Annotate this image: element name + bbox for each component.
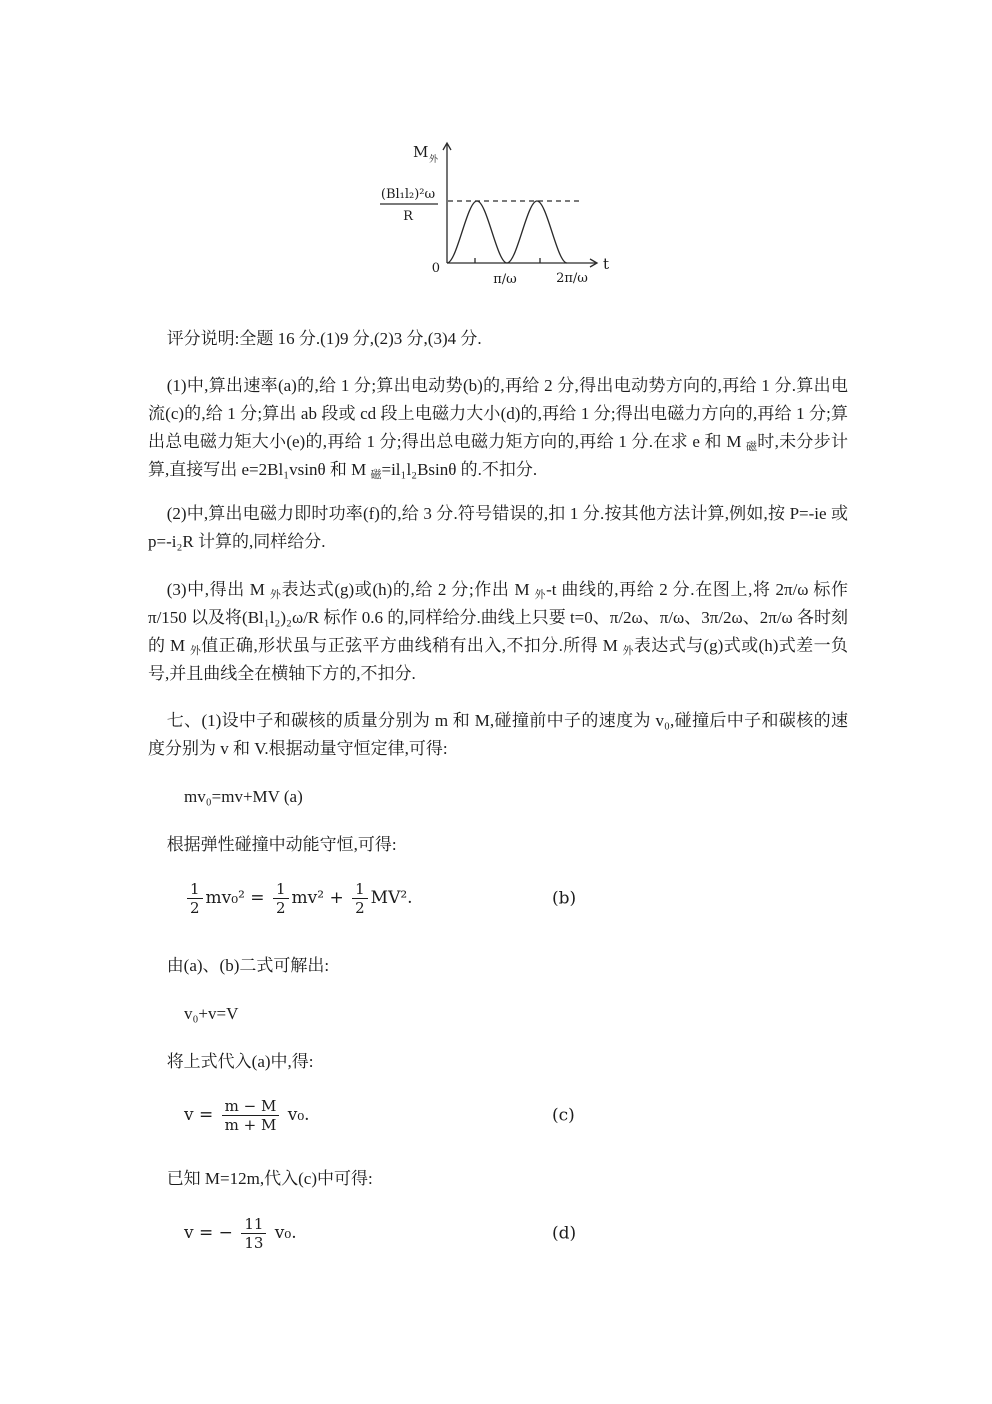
x-tick-label-pi: π/ω <box>493 272 517 287</box>
equation-text: v = − <box>184 1223 239 1243</box>
fraction: $\frac{1}{2}$ <box>352 880 368 917</box>
y-axis-title: M <box>413 143 429 161</box>
fraction: $\frac{1}{2}$ <box>273 880 289 917</box>
equation-text: v₀. <box>282 1105 310 1125</box>
equation-text: MV². <box>370 888 413 908</box>
scoring-note-paragraph: 评分说明:全题 16 分.(1)9 分,(2)3 分,(3)4 分. <box>166 329 482 348</box>
fraction: $\frac{11}{13}$ <box>241 1215 266 1252</box>
equation-d <box>184 1211 848 1256</box>
part1-scoring-paragraph: (1)中,算出速率(a)的,给 1 分;算出电动势(b)的,再给 2 分,得出电动势方向的,再给 1 分.算出电流(c)的,给 1 分;算出 ab 段或 cd 段上电磁力大小(d)的,再给 1 分;得出电磁力方向的,再给 1 分;算出总电磁力矩大小(e)的,再给 1 分;得出总电磁力矩方向的,再给 1 分.在求 e 和 M $_磁$时,未分步计算,直接写出 e=2Bl₁vsinθ 和 M $_磁$=il₁l₂Bsinθ 的.不扣分. <box>148 376 848 481</box>
x-tick-label-2pi: 2π/ω <box>556 271 588 286</box>
peak-level-numerator: (Bl₁l₂)²ω <box>380 187 436 202</box>
peak-level-denominator: R <box>403 209 413 224</box>
y-axis-title-subscript: 外 <box>429 154 439 164</box>
equation-text: mv₀² <box>205 888 245 908</box>
velocity-sum-inline: v₀+v=V <box>184 1004 239 1023</box>
equation-b <box>184 876 848 921</box>
equation-text: = <box>244 888 270 908</box>
equation-c-body <box>184 1097 310 1134</box>
equation-b-label: (b) <box>552 888 577 908</box>
equation-c-label: (c) <box>552 1105 575 1125</box>
energy-conservation-note: 根据弹性碰撞中动能守恒,可得: <box>166 835 397 854</box>
solve-note-paragraph: 由(a)、(b)二式可解出: <box>166 956 330 975</box>
equation-b-body <box>184 880 413 917</box>
equation-text: mv² <box>291 888 325 908</box>
equation-c <box>184 1093 848 1138</box>
equation-text: v = <box>184 1105 219 1125</box>
equation-d-label: (d) <box>552 1223 577 1243</box>
section7-intro-paragraph: 七、(1)设中子和碳核的质量分别为 m 和 M,碰撞前中子的速度为 v₀,碰撞后中子和碳核的速度分别为 v 和 V.根据动量守恒定律,可得: <box>148 711 848 758</box>
equation-d-body <box>184 1215 297 1252</box>
part3-scoring-paragraph: (3)中,得出 M $_外$表达式(g)或(h)的,给 2 分;作出 M $_外$-t 曲线的,再给 2 分.在图上,将 2π/ω 标作 π/150 以及将(Bl₁l₂)₂ω/R 标作 0.6 的,同样给分.曲线上只要 t=0、π/2ω、π/ω、3π/2ω、2π/ω 各时刻的 M $_外$值正确,形状虽与正弦平方曲线稍有出入,不扣分.所得 M $_外$表达式与(g)式或(h)式差一负号,并且曲线全在横轴下方的,不扣分. <box>148 580 848 683</box>
known-mass-note-paragraph: 已知 M=12m,代入(c)中可得: <box>166 1169 373 1188</box>
x-axis-title: t <box>603 255 610 273</box>
substitute-note-paragraph: 将上式代入(a)中,得: <box>166 1052 314 1071</box>
fraction: $\frac{m - M}{m + M}$ <box>222 1097 280 1134</box>
equation-text: + <box>324 888 350 908</box>
origin-label: 0 <box>431 261 440 276</box>
document-body <box>148 0 848 1256</box>
part2-scoring-paragraph: (2)中,算出电磁力即时功率(f)的,给 3 分.符号错误的,扣 1 分.按其他方法计算,例如,按 P=-ie 或 p=-i₂R 计算的,同样给分. <box>148 504 848 551</box>
equation-text: v₀. <box>269 1223 297 1243</box>
equation-a-inline: mv₀=mv+MV (a) <box>184 787 303 806</box>
fraction: $\frac{1}{2}$ <box>187 880 203 917</box>
